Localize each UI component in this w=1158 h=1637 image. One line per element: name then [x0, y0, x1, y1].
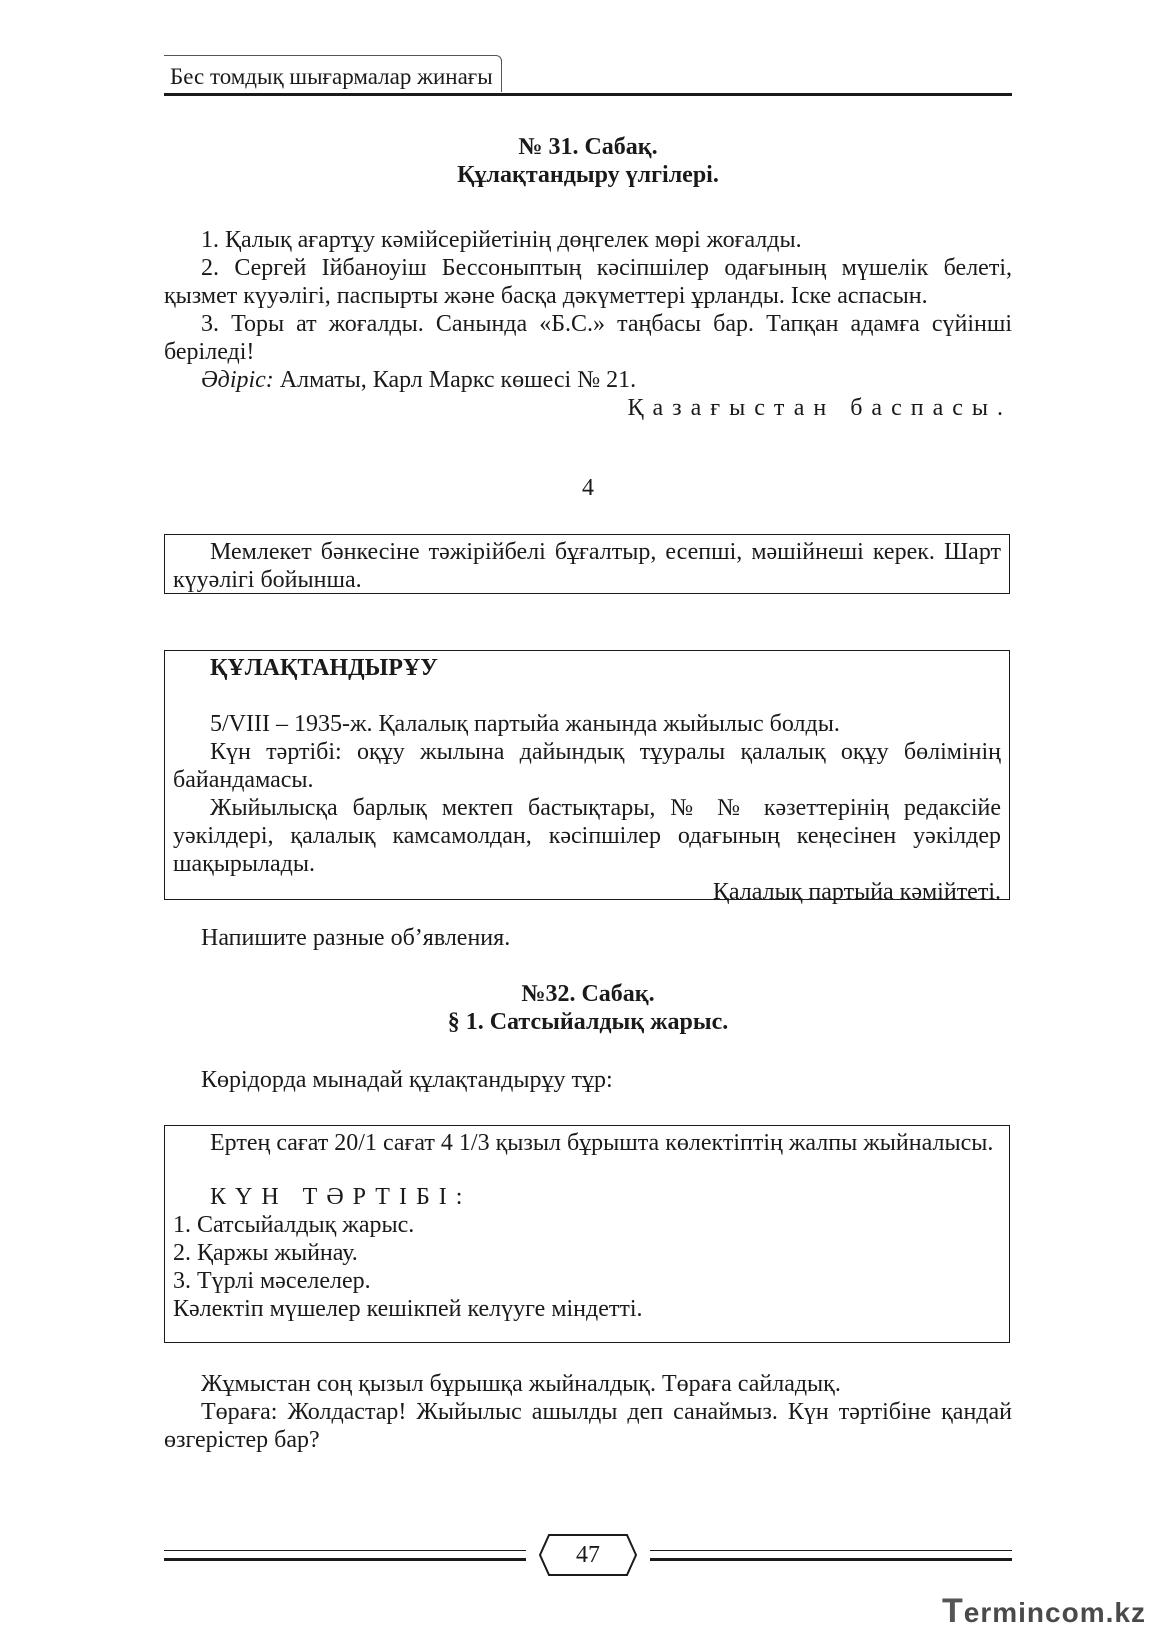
box-1-text: Мемлекет бәнкесіне тәжірійбелі бұғалтыр, есепші, мәшійнеші керек. Шарт күуәлігі бойынша.	[173, 539, 1001, 593]
box-2-line-1: 5/VIII – 1935-ж. Қалалық партыйа жанында жыйылыс болды.	[210, 711, 840, 737]
page-number-text: 47	[576, 1542, 600, 1568]
closing-text	[164, 1370, 1012, 1454]
terminсom-logo: Termincom.kz	[942, 1592, 1146, 1630]
agenda-item-2: 2. Қаржы жыйнау.	[173, 1240, 358, 1266]
closing-line-2: Төраға: Жолдастар! Жыйылыс ашылды деп санаймыз. Күн тәртібіне қандай өзгерістер бар?	[164, 1399, 1012, 1453]
address-line	[164, 366, 1012, 394]
closing-line-1: Жұмыстан соң қызыл бұрышқа жыйналдық. Төраға сайладық.	[201, 1371, 841, 1397]
lesson-32-title: § 1. Сатсыйалдық жарыс.	[447, 1009, 729, 1035]
announcement-box-1	[164, 534, 1010, 594]
page-number	[539, 1534, 637, 1576]
task-line	[164, 924, 1012, 952]
announcement-box-3	[164, 1125, 1010, 1343]
lesson-31-number: № 31. Сабақ.	[518, 134, 658, 160]
agenda-item-1: 1. Сатсыйалдық жарыс.	[173, 1212, 415, 1238]
lesson-32-intro-line	[164, 1066, 1012, 1094]
box-2-signature: Қалалық партыйа кәмійтеті.	[712, 879, 1001, 905]
number-4: 4	[582, 475, 594, 501]
address-text: Алматы, Карл Маркс көшесі № 21.	[273, 367, 637, 393]
agenda-item-3: 3. Түрлі мәселелер.	[173, 1268, 371, 1294]
number-4-line	[164, 474, 1012, 502]
agenda-note: Кәлектіп мүшелер кешікпей келүуге міндетті.	[173, 1296, 643, 1322]
ad-item-3: 3. Торы ат жоғалды. Санында «Б.С.» таңбасы бар. Тапқан адамға сүйінші беріледі!	[164, 311, 1012, 365]
box-3-text: Ертең сағат 20/1 сағат 4 1/3 қызыл бұрышта көлектіптің жалпы жыйналысы.	[210, 1130, 994, 1156]
footer-rule-left	[164, 1550, 526, 1561]
box-2-line-2: Күн тәртібі: оқұу жылына дайындық тұуралы қалалық оқұу бөлімінің байандамасы.	[173, 739, 1001, 793]
publisher-signature: Қазағыстан баспасы.	[627, 395, 1012, 421]
lesson-31-body	[164, 226, 1012, 422]
footer-rule-right	[650, 1550, 1012, 1561]
box-2-line-3: Жыйылысқа барлық мектеп бастықтары, № № кәзеттерінің редаксійе уәкілдері, қалалық камсамолдан, кәсіпшілер одағының кеңесінен уәкілдер шақырылады.	[173, 795, 1001, 877]
lesson-32-section	[164, 980, 1012, 1036]
agenda-title: КҮН ТӘРТІБІ:	[210, 1184, 472, 1210]
header-title: Бес томдық шығармалар жинағы	[164, 55, 502, 92]
lesson-31-section	[164, 133, 1012, 189]
lesson-32-intro: Көрідорда мынадай құлақтандырұу тұр:	[201, 1067, 613, 1093]
page-footer	[164, 1534, 1012, 1574]
running-header	[164, 55, 1012, 96]
ad-item-1: 1. Қалық ағартұу кәмійсерійетінің дөңгелек мөрі жоғалды.	[201, 227, 802, 253]
lesson-31-title: Құлақтандыру үлгілері.	[457, 162, 719, 188]
announcement-box-2	[164, 650, 1010, 905]
ad-item-2: 2. Сергей Ійбаноуіш Бессоныптың кәсіпшілер одағының мүшелік белеті, қызмет күуәлігі, паспырты және басқа дәкүметтері ұрланды. Іске аспасын.	[164, 255, 1012, 309]
lesson-32-number: №32. Сабақ.	[521, 981, 655, 1007]
task-text: Напишите разные об’явления.	[201, 925, 511, 951]
box-2-heading: ҚҰЛАҚТАНДЫРҰУ	[210, 655, 438, 681]
address-label: Әдіріс:	[201, 367, 274, 393]
